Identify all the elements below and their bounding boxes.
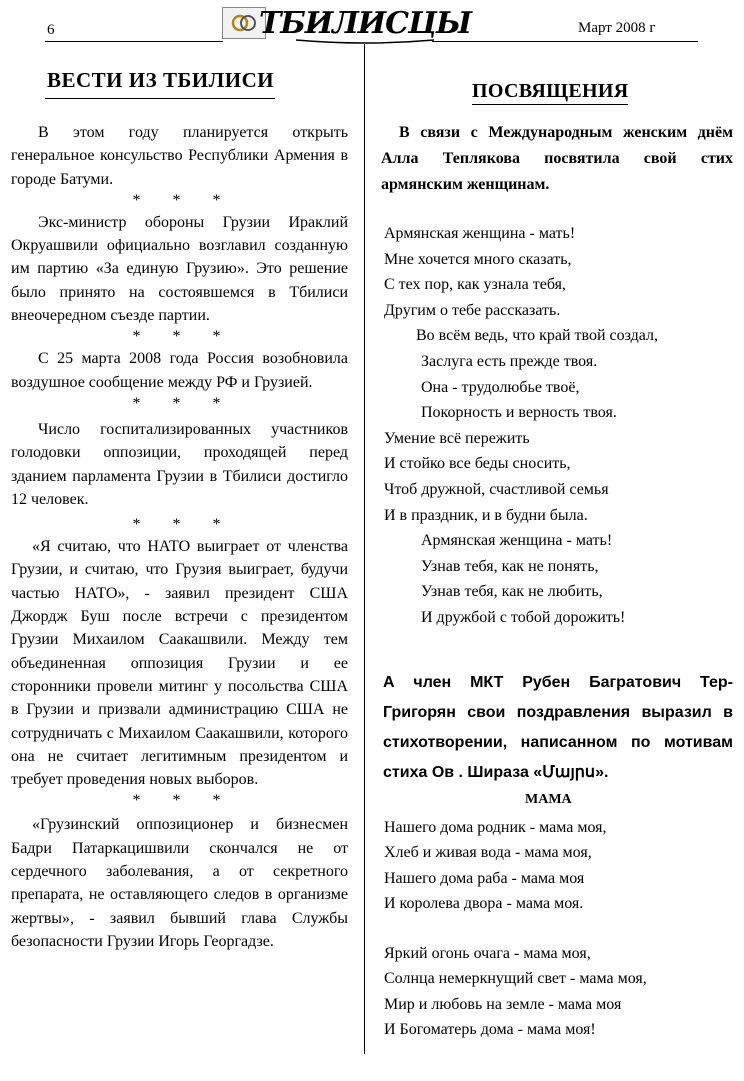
poem-line: Узнав тебя, как не любить, bbox=[421, 583, 603, 601]
separator: * * * bbox=[132, 516, 235, 534]
stanza-gap bbox=[384, 916, 647, 941]
poem-line: И Богоматерь дома - мама моя! bbox=[384, 1021, 596, 1039]
poem-line: Нашего дома родник - мама моя, bbox=[384, 819, 607, 836]
right-section-heading: ПОСВЯЩЕНИЯ bbox=[472, 80, 628, 105]
poem-line: И стойко все беды сносить, bbox=[384, 455, 571, 473]
poem-line: Мне хочется много сказать, bbox=[384, 250, 572, 268]
second-dedication-intro: А член МКТ Рубен Багратович Тер-Григорян свои поздравления выразил в стихотворении, написанном по мотивам стиха Ов . Шираза «Մայրս». bbox=[383, 674, 733, 781]
page-number: 6 bbox=[47, 22, 55, 38]
poem-line: Покорность и верность твоя. bbox=[421, 404, 617, 422]
heading-underline bbox=[45, 98, 275, 99]
column-divider bbox=[364, 44, 365, 1054]
poem-line: Она - трудолюбье твоё, bbox=[421, 378, 580, 396]
poem-line: И в праздник, и в будни была. bbox=[384, 506, 588, 524]
poem-line: С тех пор, как узнала тебя, bbox=[384, 276, 566, 294]
poem-line: И королева двора - мама моя. bbox=[384, 894, 584, 912]
poem-line: Армянская женщина - мать! bbox=[384, 225, 576, 242]
poem-line: Умение всё пережить bbox=[384, 429, 530, 447]
poem-title: МАМА bbox=[525, 792, 572, 807]
news-item: В этом году планируется открыть генеральное консульство Республики Армения в городе Батуми. bbox=[11, 124, 348, 188]
news-item: С 25 марта 2008 года Россия возобновила воздушное сообщение между РФ и Грузией. bbox=[11, 350, 348, 391]
header-rule-right bbox=[432, 41, 698, 42]
poem-line: Заслуга есть прежде твоя. bbox=[421, 352, 598, 370]
separator: * * * bbox=[132, 394, 235, 412]
poem-line: Нашего дома раба - мама моя bbox=[384, 869, 585, 887]
logo-icon bbox=[229, 12, 259, 34]
poem-line: Во всём ведь, что край твой создал, bbox=[416, 327, 659, 345]
news-item: Число госпитализированных участников голодовки оппозиции, проходящей перед зданием парламента Грузии в Тбилиси достигло 12 человек. bbox=[11, 420, 348, 508]
news-item: Экс-министр обороны Грузии Ираклий Окруашвили официально возглавил созданную им партию «За единую Грузию». Это решение было принято на состоявшемся в Тбилиси внеочередном съезде партии. bbox=[11, 213, 348, 325]
poem-line: Солнца немеркнущий свет - мама моя, bbox=[384, 970, 647, 988]
poem-line: Яркий огонь очага - мама моя, bbox=[384, 945, 591, 963]
poem-mama bbox=[384, 815, 647, 1042]
news-item: «Я считаю, что НАТО выиграет от членства Грузии, и считаю, что Грузия выиграет, будучи частью НАТО», - заявил президент США Джордж Буш после встречи с президентом Грузии Михаилом Саакашвили. Между тем объединенная оппозиция Грузии и ее сторонники провели митинг у посольства США в Грузии и призвали администрацию США не сотрудничать с Михаилом Саакашвили, которого она не считает легитимным президентом и требует проведения новых выборов. bbox=[11, 538, 348, 789]
svg-text:ТБИЛИСЦЫ: ТБИЛИСЦЫ bbox=[258, 6, 472, 41]
poem-line: Другим о тебе рассказать. bbox=[384, 301, 561, 319]
masthead-logo bbox=[258, 2, 472, 44]
header-rule-left bbox=[45, 41, 223, 42]
dedication-intro: В связи с Международным женским днём Алла Теплякова посвятила свой стих армянским женщинам. bbox=[381, 124, 733, 193]
poem-line: Хлеб и живая вода - мама моя, bbox=[384, 844, 592, 862]
issue-date: Март 2008 г bbox=[578, 20, 656, 36]
poem-line: И дружбой с тобой дорожить! bbox=[421, 608, 626, 626]
separator: * * * bbox=[132, 328, 235, 346]
news-item: «Грузинский оппозиционер и бизнесмен Бадри Патаркацишвили скончался не от сердечного заболевания, а от секретного препарата, не оставляющего следов в организме жертвы», - заявил бывший глава Службы безопасности Грузии Игорь Георгадзе. bbox=[11, 816, 348, 950]
news-column bbox=[11, 121, 348, 953]
left-section-heading: ВЕСТИ ИЗ ТБИЛИСИ bbox=[47, 68, 275, 92]
poem-line: Узнав тебя, как не понять, bbox=[421, 557, 599, 575]
poem-line: Чтоб дружной, счастливой семья bbox=[384, 480, 609, 498]
poem-mother bbox=[384, 221, 658, 631]
poem-line: Мир и любовь на земле - мама моя bbox=[384, 995, 622, 1013]
poem-line: Армянская женщина - мать! bbox=[421, 532, 613, 550]
separator: * * * bbox=[132, 191, 235, 209]
separator: * * * bbox=[132, 792, 235, 810]
